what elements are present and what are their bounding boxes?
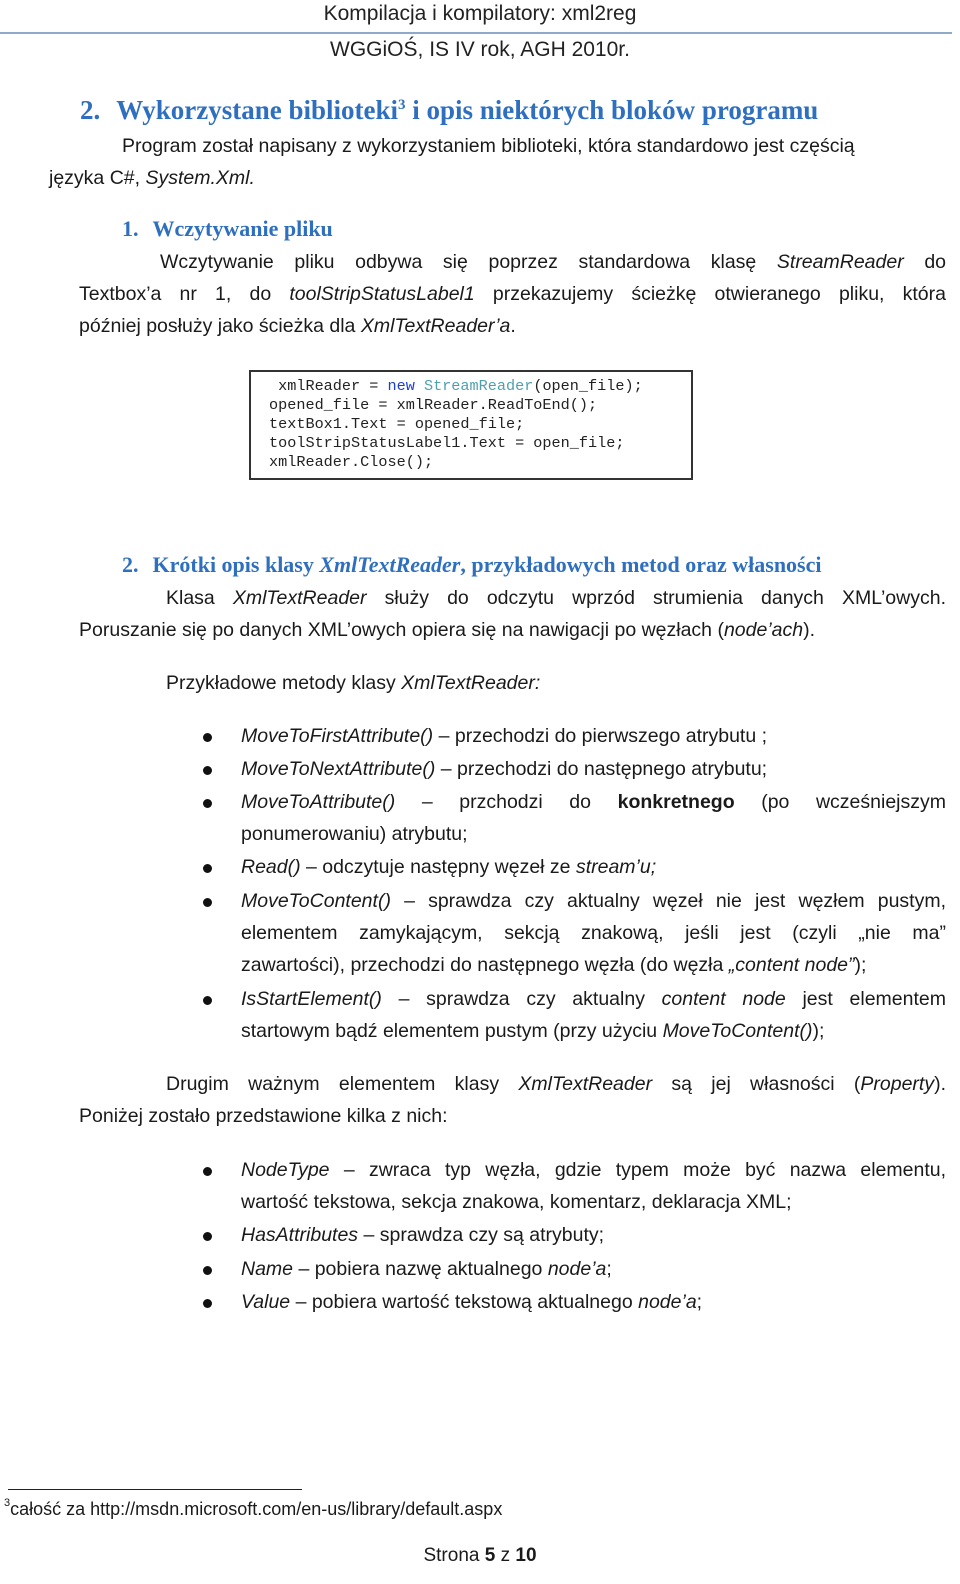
page-number: Strona 5 z 10 (423, 1545, 537, 1566)
running-header-subtitle: WGGiOŚ, IS IV rok, AGH 2010r. (330, 38, 630, 61)
list-item: Name – pobiera nazwę aktualnego node’a; (241, 1258, 612, 1280)
bullet-icon (203, 864, 212, 873)
header-rule (0, 32, 952, 34)
properties-intro: Drugim ważnym elementem klasy XmlTextReader są jej własności (Property). Poniżej zostało przedstawione kilka z nich: (79, 1073, 946, 1127)
bullet-icon (203, 1299, 212, 1308)
section-number: 2. (80, 95, 101, 125)
list-item: Read() – odczytuje następny węzeł ze stream’u; (241, 856, 657, 878)
bullet-icon (203, 733, 212, 742)
code-line: xmlReader.Close(); (269, 453, 434, 471)
methods-intro: Przykładowe metody klasy XmlTextReader: (166, 672, 541, 694)
subsection-2-paragraph: Klasa XmlTextReader służy do odczytu wprzód strumienia danych XML’owych. Poruszanie się po danych XML’owych opiera się na nawigacji po węzłach (node’ach). (79, 587, 946, 641)
footnote (4, 1499, 502, 1520)
subsection-1-paragraph: Wczytywanie pliku odbywa się poprzez standardowa klasę StreamReader do Textbox’a nr 1, do toolStripStatusLabel1 przekazujemy ścieżkę otwieranego pliku, która później posłuży jako ścieżka dla XmlTextReader’a. (79, 251, 947, 337)
code-line: opened_file = xmlReader.ReadToEnd(); (269, 396, 598, 414)
footnote-number: 3 (4, 1497, 11, 1509)
bullet-icon (203, 1266, 212, 1275)
bullet-icon (203, 766, 212, 775)
list-item: MoveToNextAttribute() – przechodzi do następnego atrybutu; (241, 758, 768, 780)
list-item: MoveToContent() – sprawdza czy aktualny węzeł nie jest węzłem pustym, elementem zamykającym, sekcją znakową, jeśli jest (czyli „nie ma” zawartości), przechodzi do następnego węzła (do węzła „content node”); (241, 890, 946, 976)
footnote-rule (8, 1489, 302, 1490)
list-item: MoveToAttribute() – przchodzi do konkretnego (po wcześniejszym ponumerowaniu) atrybutu; (241, 791, 946, 845)
list-item: IsStartElement() – sprawdza czy aktualny content node jest elementem startowym bądź elementem pustym (przy użyciu MoveToContent()); (241, 988, 946, 1042)
list-item: HasAttributes – sprawdza czy są atrybuty; (241, 1224, 605, 1246)
footnote-ref[interactable]: 3 (398, 97, 406, 113)
code-line: xmlReader = new StreamReader(open_file); (269, 377, 643, 395)
code-line: textBox1.Text = opened_file; (269, 415, 525, 433)
subsection-2-heading: 2. Krótki opis klasy XmlTextReader, przykładowych metod oraz własności (122, 552, 822, 577)
bullet-icon (203, 1232, 212, 1241)
intro-line-1: Program został napisany z wykorzystaniem biblioteki, która standardowo jest częścią (122, 135, 855, 157)
total-pages: 10 (515, 1545, 537, 1566)
section-intro: Program został napisany z wykorzystaniem biblioteki, która standardowo jest częścią języka C#, System.Xml. (49, 130, 946, 194)
footnote-text[interactable]: całość za http://msdn.microsoft.com/en-us/library/default.aspx (10, 1499, 503, 1519)
code-line: toolStripStatusLabel1.Text = open_file; (269, 434, 625, 452)
bullet-icon (203, 799, 212, 808)
section-title-rest: i opis niektórych bloków programu (405, 95, 819, 125)
system-xml-text: System.Xml. (145, 167, 255, 189)
current-page: 5 (484, 1545, 496, 1566)
bullet-icon (203, 1167, 212, 1176)
section-title-part: Wykorzystane biblioteki (116, 95, 399, 125)
bullet-icon (203, 996, 212, 1005)
list-item: NodeType – zwraca typ węzła, gdzie typem może być nazwa elementu, wartość tekstowa, sekcja znakowa, komentarz, deklaracja XML; (241, 1159, 946, 1213)
bullet-icon (203, 898, 212, 907)
running-header-title: Kompilacja i kompilatory: xml2reg (323, 2, 637, 25)
code-snippet (249, 370, 693, 480)
list-item: Value – pobiera wartość tekstową aktualnego node’a; (241, 1291, 703, 1313)
subsection-1-heading: 1. Wczytywanie pliku (122, 216, 333, 241)
section-heading (80, 95, 818, 126)
list-item: MoveToFirstAttribute() – przechodzi do pierwszego atrybutu ; (241, 725, 768, 747)
